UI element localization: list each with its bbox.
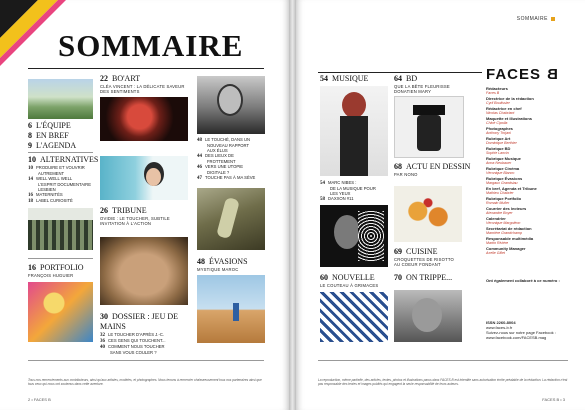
credit-name: Véronique Blanco (486, 171, 515, 175)
credit-role: En bref, Agenda et Tribune (486, 186, 537, 191)
credit-role: Rubrique Portfolio (486, 196, 522, 201)
contributors-block (486, 278, 566, 283)
credit-name: Véronique Margoléon (486, 221, 521, 225)
facebook-note: Suivez-nous sur notre page Facebook : www.facebook.com/FACESB.mag (486, 330, 556, 340)
credit-name: Margaux Grandsiau (486, 181, 518, 185)
running-header: SOMMAIRE (517, 16, 555, 22)
credits-list (486, 86, 566, 256)
issn: ISSN 2260-8004 (486, 320, 516, 325)
right-footer-note: La reproduction, même partielle, des articles, textes, photos et illustrations parus dans FACES B est interdite sans autorisation écrite préalable de la rédaction. La rédaction n'est pas responsable des textes et images publiés qui engagent la seule responsabilité de leurs auteurs. (318, 377, 568, 386)
section-evasions: 48 ÉVASIONS MYSTIQUE MAROC (197, 257, 248, 272)
credit-name: Faces B (486, 91, 500, 95)
title-rule (28, 68, 264, 69)
section-dossier: 30 DOSSIER : JEU DE MAINS 32 LE TOUCHER D'APRÈS J.-C. 36 CES GENS QUI TOUCHENT... 40 COMMENT NOUS TOUCHER SANS VOUS COULER ? (100, 312, 179, 355)
credit-role: Responsable multimédia (486, 236, 534, 241)
credit-name: Martin Rivière (486, 241, 509, 245)
section-alternatives: 10 ALTERNATIVES 10 PRODUIRE ET VOUVRIR AUTREMENT 14 WELL WELL WELL L'ESPRIT DOCUMENTAIRE LESBIEN 16 MATERNITÉS 18 LABEL CURIOSITÉ (28, 155, 99, 204)
section-tribune: 26 TRIBUNE OVIDIE : LE TOUCHER, SUBTILE INVITATION À L'ACTION (100, 206, 170, 227)
dossier-photo (100, 237, 188, 305)
section-dessin: 68 ACTU EN DESSIN PAR NONO (394, 162, 471, 177)
lequipe-photo (28, 79, 93, 119)
evasions-photo (197, 275, 265, 343)
page-title: SOMMAIRE (58, 28, 244, 63)
credit-name: Nicolas Chabriant (486, 111, 515, 115)
bd-illustration (394, 96, 464, 158)
seve-photo (197, 188, 265, 250)
credit-name: Axelle Gillet (486, 251, 505, 255)
credit-role: Rédactrice en chef (486, 106, 522, 111)
toucher-photo (197, 76, 265, 134)
section-toucher: 48 LE TOUCHÉ, DANS UN NOUVEAU RAPPORT AUX ÉLUS 44 DES LIEUX DE FROTTEMENT 46 VERS UNE UTOPIE DIGITALE ? 47 TOUCHE PAS À MA SÈVE (197, 137, 256, 181)
faces-b-logo: FACES B (486, 66, 559, 83)
credit-role: Maquette et illustrations (486, 116, 533, 121)
issn-block (486, 320, 566, 340)
spine-gutter (289, 0, 296, 410)
left-page (0, 0, 289, 410)
credit-role: Calendrier (486, 216, 506, 221)
credit-role: Rubrique Musique (486, 156, 521, 161)
boart-photo (100, 97, 188, 141)
section-lequipe: 6 L'ÉQUIPE 8 EN BREF 9 L'AGENDA (28, 121, 77, 150)
header-dot-icon (551, 17, 555, 21)
section-bd: 64 BD QUE LA BÊTE FLEURISSE DONATIEN MARY (394, 74, 450, 95)
credit-role: Courrier des lecteurs (486, 206, 527, 211)
credit-role: Rédacteurs (486, 86, 508, 91)
section-nouvelle: 60 NOUVELLE LE COUTEAU À GRIMACES (320, 273, 379, 288)
ontrippe-photo (394, 290, 462, 342)
contributors-title: Ont également collaboré à ce numéro : (486, 278, 560, 283)
credit-name: Cyril Boulissier (486, 101, 510, 105)
section-portfolio: 16 PORTFOLIO FRANÇOIS HUGUIER (28, 263, 84, 278)
alternatives-photo (28, 208, 93, 250)
tribune-photo (100, 156, 188, 200)
credit-name: Mathieu Chabrier (486, 191, 514, 195)
daxxon-photo (320, 205, 388, 267)
portfolio-photo (28, 282, 93, 342)
cuisine-photo (394, 186, 462, 242)
credit-name: Anna Neubauer (486, 161, 512, 165)
musique-photo (320, 86, 388, 176)
credit-role: Rubrique Évasions (486, 176, 523, 181)
credit-role: Rubrique Art (486, 136, 511, 141)
section-musique: 54 MUSIQUE (320, 74, 369, 83)
section-boart: 22 BO'ART CLÉA VINCENT : LA DÉLICATE SAVEUR DES SENTIMENTS (100, 74, 185, 95)
section-marc: 54 MARC NIBES : DE LA MUSIQUE POUR LES YEUX 58 DAXXON #11 (320, 180, 376, 202)
credit-name: Alexandre Boyer (486, 211, 513, 215)
credit-name: Marnière Grandchamp (486, 231, 522, 235)
right-page-number: FACES B • 3 (542, 397, 565, 402)
credit-name: Anthony Trojani (486, 131, 511, 135)
credit-role: Photographes (486, 126, 513, 131)
credit-name: Sophie Lanvin (486, 151, 509, 155)
right-page (296, 0, 585, 410)
credit-role: Rubrique BD (486, 146, 511, 151)
credit-role: Rubrique Cinéma (486, 166, 520, 171)
left-page-number: 2 • FACES B (28, 397, 51, 402)
credit-name: Romain Muller (486, 201, 510, 205)
credit-name: Dominique Berthier (486, 141, 517, 145)
credit-role: Secrétariat de rédaction (486, 226, 532, 231)
credit-name: Chloé Cipolla (486, 121, 508, 125)
credit-role: Directrice de la rédaction (486, 96, 534, 101)
website: www.faces-b.fr (486, 325, 513, 330)
left-footer-note: Tous nos remerciements aux contributeurs, ainsi qu'aux artistes, modèles, et photographes. Nous tenons à remercier chaleureusement tous nos partenaires ainsi que tous ceux qui nous ont soutenus dans cette aventure. (28, 377, 262, 386)
credit-role: Community Manager (486, 246, 526, 251)
nouvelle-illustration (320, 292, 388, 342)
section-ontrippe: 70 ON TRIPPE... (394, 273, 453, 282)
section-cuisine: 69 CUISINE CROQUETTES DE RISOTTO AU COEUR FONDANT (394, 247, 454, 268)
